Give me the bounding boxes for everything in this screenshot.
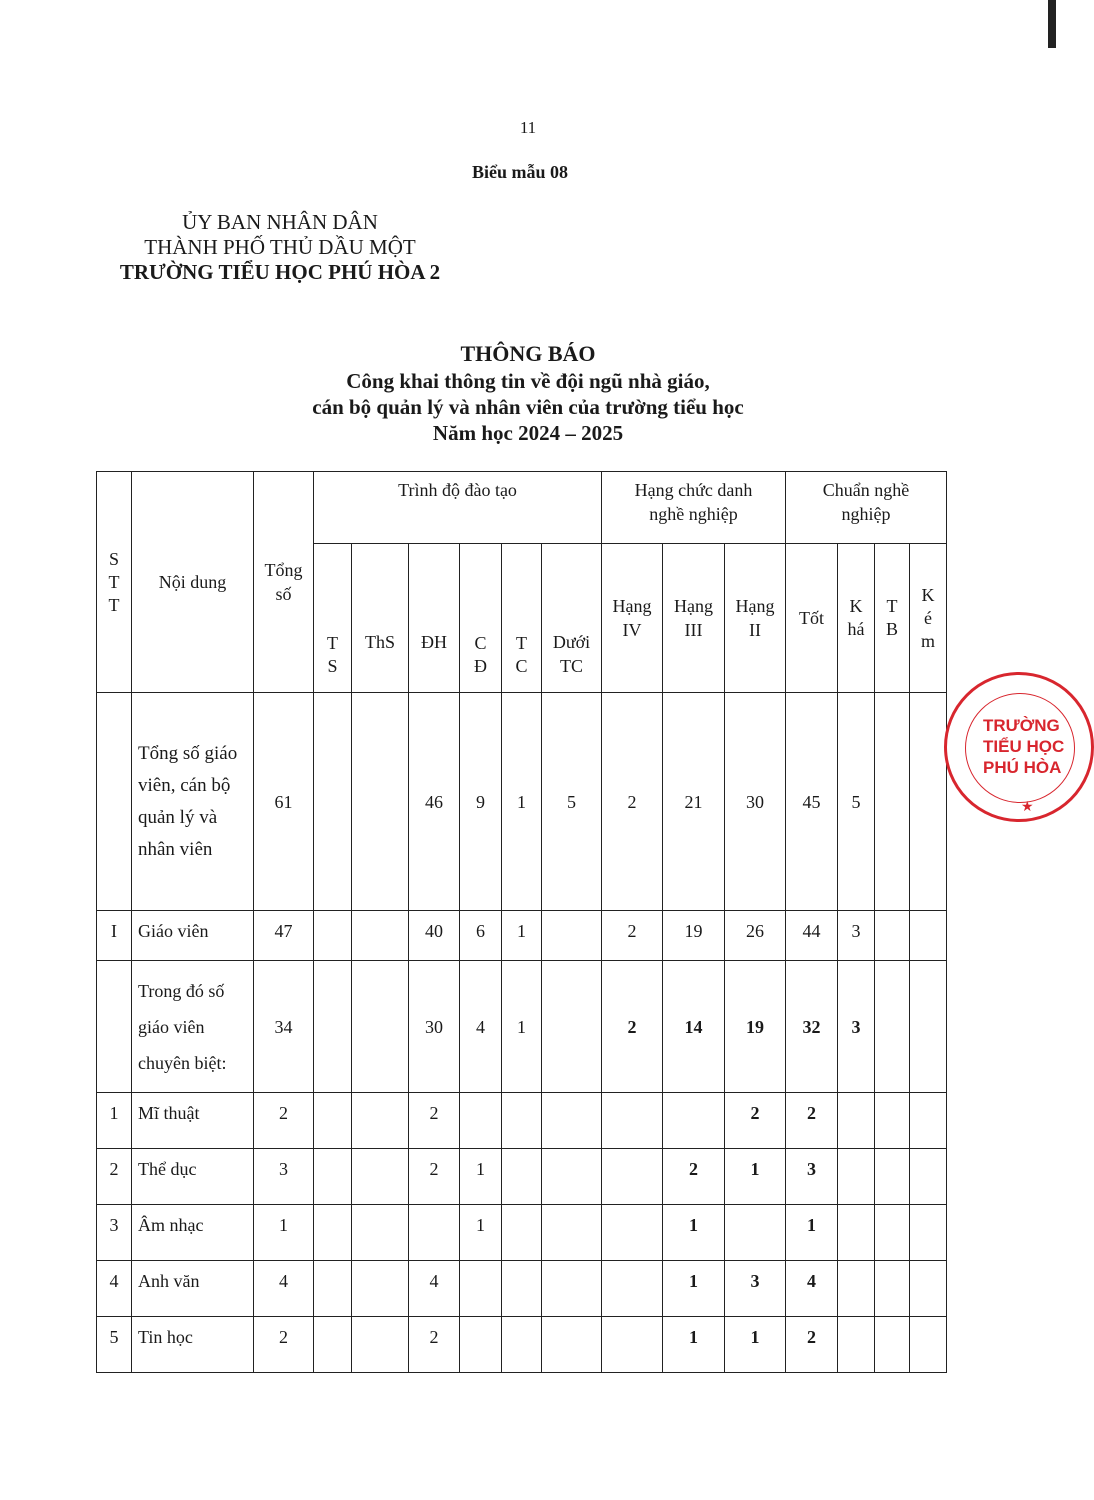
cell-ts — [314, 693, 352, 911]
header-trinh-do: Trình độ đào tạo — [314, 472, 602, 544]
cell-tb — [875, 1093, 910, 1149]
cell-ts — [314, 961, 352, 1093]
cell-stt: 4 — [97, 1261, 132, 1317]
cell-kem — [910, 693, 947, 911]
cell-cd: 4 — [460, 961, 502, 1093]
cell-hang-ii: 1 — [725, 1149, 786, 1205]
cell-tong: 2 — [254, 1317, 314, 1373]
cell-kha — [838, 1149, 875, 1205]
cell-stt — [97, 693, 132, 911]
cell-duoi-tc — [542, 961, 602, 1093]
cell-hang-iii: 1 — [663, 1205, 725, 1261]
cell-tong: 61 — [254, 693, 314, 911]
cell-ts — [314, 1149, 352, 1205]
cell-tot: 44 — [786, 911, 838, 961]
header-tb: TB — [875, 544, 910, 693]
cell-cd — [460, 1093, 502, 1149]
header-stt: STT — [97, 472, 132, 693]
cell-tot: 45 — [786, 693, 838, 911]
header-row-1 — [97, 472, 947, 544]
cell-tot: 2 — [786, 1093, 838, 1149]
cell-stt — [97, 961, 132, 1093]
seal-line-2: TIỂU HỌC — [983, 737, 1065, 756]
header-hang-ii: Hạng II — [725, 544, 786, 693]
form-label: Biểu mẫu 08 — [472, 162, 569, 182]
cell-ths — [352, 911, 409, 961]
cell-dh: 2 — [409, 1149, 460, 1205]
cell-tc — [502, 1093, 542, 1149]
cell-hang-iv: 2 — [602, 693, 663, 911]
cell-tc — [502, 1261, 542, 1317]
cell-dh: 2 — [409, 1093, 460, 1149]
seal-line-1: TRƯỜNG — [983, 716, 1060, 735]
notice-line-3: Năm học 2024 – 2025 — [432, 421, 624, 445]
cell-tb — [875, 911, 910, 961]
header-kem: Kém — [910, 544, 947, 693]
cell-tong: 2 — [254, 1093, 314, 1149]
cell-tb — [875, 693, 910, 911]
cell-tot: 4 — [786, 1261, 838, 1317]
cell-cd: 9 — [460, 693, 502, 911]
table-row-am-nhac — [97, 1205, 947, 1261]
cell-kem — [910, 1205, 947, 1261]
table-row-total — [97, 693, 947, 911]
cell-ts — [314, 1261, 352, 1317]
cell-ts — [314, 1093, 352, 1149]
header-ts: TS — [314, 544, 352, 693]
cell-hang-iii: 2 — [663, 1149, 725, 1205]
cell-cd — [460, 1261, 502, 1317]
cell-tb — [875, 961, 910, 1093]
cell-kem — [910, 1261, 947, 1317]
cell-hang-iv — [602, 1317, 663, 1373]
seal-clip — [944, 672, 1065, 822]
seal-text — [983, 715, 1064, 778]
org-line-1: ỦY BAN NHÂN DÂN — [182, 210, 378, 234]
cell-ths — [352, 1093, 409, 1149]
cell-kem — [910, 1317, 947, 1373]
cell-tb — [875, 1149, 910, 1205]
cell-ths — [352, 1149, 409, 1205]
cell-kha — [838, 1205, 875, 1261]
table-row-chuyen-biet — [97, 961, 947, 1093]
header-ths: ThS — [352, 544, 409, 693]
cell-kha: 3 — [838, 961, 875, 1093]
cell-content: Tin học — [132, 1317, 254, 1373]
header-chuan: Chuẩn nghề nghiệp — [786, 472, 947, 544]
cell-cd: 1 — [460, 1205, 502, 1261]
cell-dh: 2 — [409, 1317, 460, 1373]
cell-tong: 4 — [254, 1261, 314, 1317]
seal-star-icon: ★ — [1021, 800, 1034, 815]
cell-dh — [409, 1205, 460, 1261]
cell-duoi-tc — [542, 1205, 602, 1261]
cell-duoi-tc — [542, 1317, 602, 1373]
cell-kha: 5 — [838, 693, 875, 911]
cell-tc — [502, 1205, 542, 1261]
cell-content: Anh văn — [132, 1261, 254, 1317]
cell-dh: 30 — [409, 961, 460, 1093]
cell-tc — [502, 1317, 542, 1373]
header-dh: ĐH — [409, 544, 460, 693]
cell-kha — [838, 1317, 875, 1373]
cell-cd: 1 — [460, 1149, 502, 1205]
cell-stt: I — [97, 911, 132, 961]
header-kha: Khá — [838, 544, 875, 693]
header-duoi-tc: Dưới TC — [542, 544, 602, 693]
table-row-mi-thuat — [97, 1093, 947, 1149]
header-hang-iii: Hạng III — [663, 544, 725, 693]
cell-stt: 1 — [97, 1093, 132, 1149]
cell-kem — [910, 1093, 947, 1149]
cell-tb — [875, 1317, 910, 1373]
cell-tc: 1 — [502, 693, 542, 911]
cell-hang-iv — [602, 1093, 663, 1149]
header-cd: CĐ — [460, 544, 502, 693]
cell-tc — [502, 1149, 542, 1205]
cell-dh: 4 — [409, 1261, 460, 1317]
page-number: 11 — [519, 118, 537, 137]
school-seal-stamp — [944, 672, 1094, 822]
organization-header — [100, 210, 460, 285]
scan-edge-mark — [1048, 0, 1056, 48]
cell-tot: 2 — [786, 1317, 838, 1373]
cell-hang-ii: 1 — [725, 1317, 786, 1373]
cell-kha — [838, 1261, 875, 1317]
cell-hang-iv: 2 — [602, 961, 663, 1093]
cell-content: Trong đó số giáo viên chuyên biệt: — [132, 961, 254, 1093]
cell-tong: 3 — [254, 1149, 314, 1205]
cell-hang-ii: 26 — [725, 911, 786, 961]
cell-ths — [352, 1261, 409, 1317]
cell-hang-iii: 19 — [663, 911, 725, 961]
cell-ts — [314, 1317, 352, 1373]
table-row-giao-vien — [97, 911, 947, 961]
cell-tong: 1 — [254, 1205, 314, 1261]
header-hang-iv: Hạng IV — [602, 544, 663, 693]
cell-duoi-tc — [542, 911, 602, 961]
cell-ths — [352, 693, 409, 911]
cell-tc: 1 — [502, 911, 542, 961]
cell-hang-ii — [725, 1205, 786, 1261]
cell-cd: 6 — [460, 911, 502, 961]
cell-hang-iv — [602, 1149, 663, 1205]
cell-tong: 47 — [254, 911, 314, 961]
header-tong-so: Tổng số — [254, 472, 314, 693]
table-row-the-duc — [97, 1149, 947, 1205]
cell-duoi-tc — [542, 1093, 602, 1149]
cell-hang-iii: 14 — [663, 961, 725, 1093]
cell-kem — [910, 911, 947, 961]
cell-tot: 32 — [786, 961, 838, 1093]
school-name: TRƯỜNG TIỂU HỌC PHÚ HÒA 2 — [119, 260, 441, 284]
seal-line-3: PHÚ HÒA — [983, 758, 1062, 777]
org-line-2: THÀNH PHỐ THỦ DẦU MỘT — [144, 235, 416, 259]
cell-hang-iii — [663, 1093, 725, 1149]
cell-hang-ii: 3 — [725, 1261, 786, 1317]
cell-content: Tổng số giáo viên, cán bộ quản lý và nhân viên — [132, 693, 254, 911]
cell-dh: 46 — [409, 693, 460, 911]
cell-hang-iv: 2 — [602, 911, 663, 961]
cell-tot: 3 — [786, 1149, 838, 1205]
cell-tot: 1 — [786, 1205, 838, 1261]
header-tot: Tốt — [786, 544, 838, 693]
cell-ths — [352, 961, 409, 1093]
cell-hang-ii: 19 — [725, 961, 786, 1093]
cell-hang-ii: 2 — [725, 1093, 786, 1149]
notice-heading — [0, 340, 1056, 446]
cell-content: Âm nhạc — [132, 1205, 254, 1261]
cell-tb — [875, 1261, 910, 1317]
cell-tb — [875, 1205, 910, 1261]
cell-content: Giáo viên — [132, 911, 254, 961]
cell-stt: 3 — [97, 1205, 132, 1261]
cell-hang-iii: 1 — [663, 1261, 725, 1317]
cell-kem — [910, 961, 947, 1093]
cell-dh: 40 — [409, 911, 460, 961]
staff-table — [96, 471, 947, 1373]
cell-tc: 1 — [502, 961, 542, 1093]
header-hang: Hạng chức danh nghề nghiệp — [602, 472, 786, 544]
header-tc: TC — [502, 544, 542, 693]
cell-kha — [838, 1093, 875, 1149]
cell-tong: 34 — [254, 961, 314, 1093]
cell-ths — [352, 1317, 409, 1373]
cell-hang-iv — [602, 1205, 663, 1261]
table-row-anh-van — [97, 1261, 947, 1317]
cell-hang-iii: 21 — [663, 693, 725, 911]
notice-line-1: Công khai thông tin về đội ngũ nhà giáo, — [346, 369, 710, 393]
cell-cd — [460, 1317, 502, 1373]
cell-hang-iv — [602, 1261, 663, 1317]
cell-content: Thể dục — [132, 1149, 254, 1205]
cell-duoi-tc — [542, 1149, 602, 1205]
cell-stt: 2 — [97, 1149, 132, 1205]
cell-ths — [352, 1205, 409, 1261]
cell-hang-ii: 30 — [725, 693, 786, 911]
cell-ts — [314, 911, 352, 961]
cell-stt: 5 — [97, 1317, 132, 1373]
cell-kha: 3 — [838, 911, 875, 961]
cell-content: Mĩ thuật — [132, 1093, 254, 1149]
cell-duoi-tc — [542, 1261, 602, 1317]
notice-line-2: cán bộ quản lý và nhân viên của trường tiểu học — [312, 395, 744, 419]
cell-kem — [910, 1149, 947, 1205]
cell-ts — [314, 1205, 352, 1261]
cell-hang-iii: 1 — [663, 1317, 725, 1373]
notice-title: THÔNG BÁO — [460, 341, 596, 366]
cell-duoi-tc: 5 — [542, 693, 602, 911]
table-row-tin-hoc — [97, 1317, 947, 1373]
header-noi-dung: Nội dung — [132, 472, 254, 693]
